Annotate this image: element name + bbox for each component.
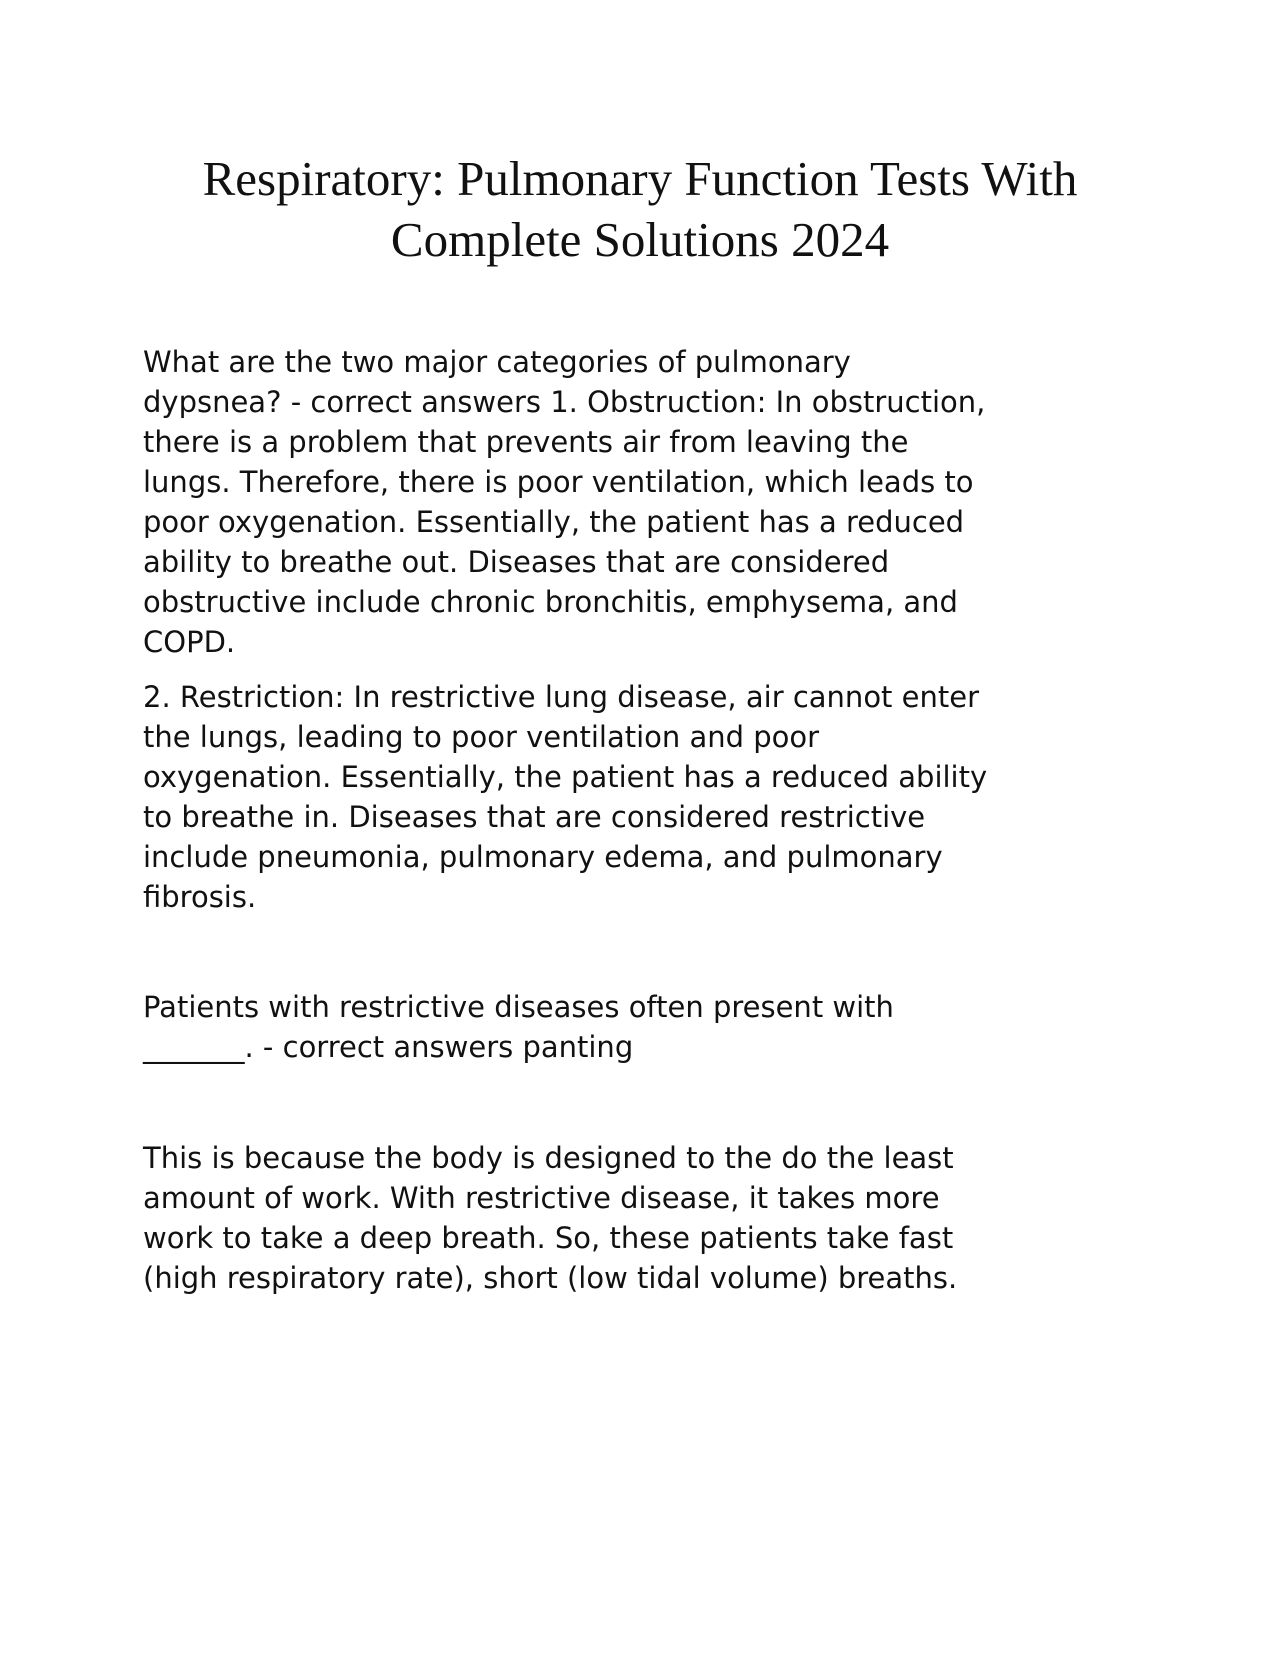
text-line: to breathe in. Diseases that are considered restrictive [143, 800, 926, 834]
paragraph-restriction [143, 677, 987, 917]
title-line: Complete Solutions 2024 [390, 212, 890, 267]
text-line: dypsnea? - correct answers 1. Obstruction: In obstruction, [143, 385, 986, 419]
text-line: COPD. [143, 625, 236, 659]
text-line: there is a problem that prevents air from leaving the [143, 425, 909, 459]
text-line: fibrosis. [143, 880, 257, 914]
text-line: 2. Restriction: In restrictive lung disease, air cannot enter [143, 680, 980, 714]
text-line: the lungs, leading to poor ventilation and poor [143, 720, 820, 754]
text-line: lungs. Therefore, there is poor ventilation, which leads to [143, 465, 974, 499]
text-line: oxygenation. Essentially, the patient has a reduced ability [143, 760, 988, 794]
text-line: include pneumonia, pulmonary edema, and pulmonary [143, 840, 943, 874]
text-line: What are the two major categories of pulmonary [143, 345, 851, 379]
text-line: Patients with restrictive diseases often present with [143, 990, 894, 1024]
text-line: This is because the body is designed to the do the least [143, 1141, 954, 1175]
text-line: (high respiratory rate), short (low tidal volume) breaths. [143, 1261, 958, 1295]
paragraph-question-2 [143, 987, 894, 1067]
text-line: ability to breathe out. Diseases that are considered [143, 545, 890, 579]
paragraph-question-1 [143, 342, 985, 662]
document-title [100, 148, 1180, 270]
text-line: work to take a deep breath. So, these patients take fast [143, 1221, 954, 1255]
text-line: obstructive include chronic bronchitis, emphysema, and [143, 585, 958, 619]
title-line: Respiratory: Pulmonary Function Tests With [202, 151, 1078, 206]
paragraph-explanation [143, 1138, 957, 1298]
text-line: _______. - correct answers panting [143, 1030, 634, 1064]
text-line: amount of work. With restrictive disease, it takes more [143, 1181, 940, 1215]
text-line: poor oxygenation. Essentially, the patient has a reduced [143, 505, 965, 539]
